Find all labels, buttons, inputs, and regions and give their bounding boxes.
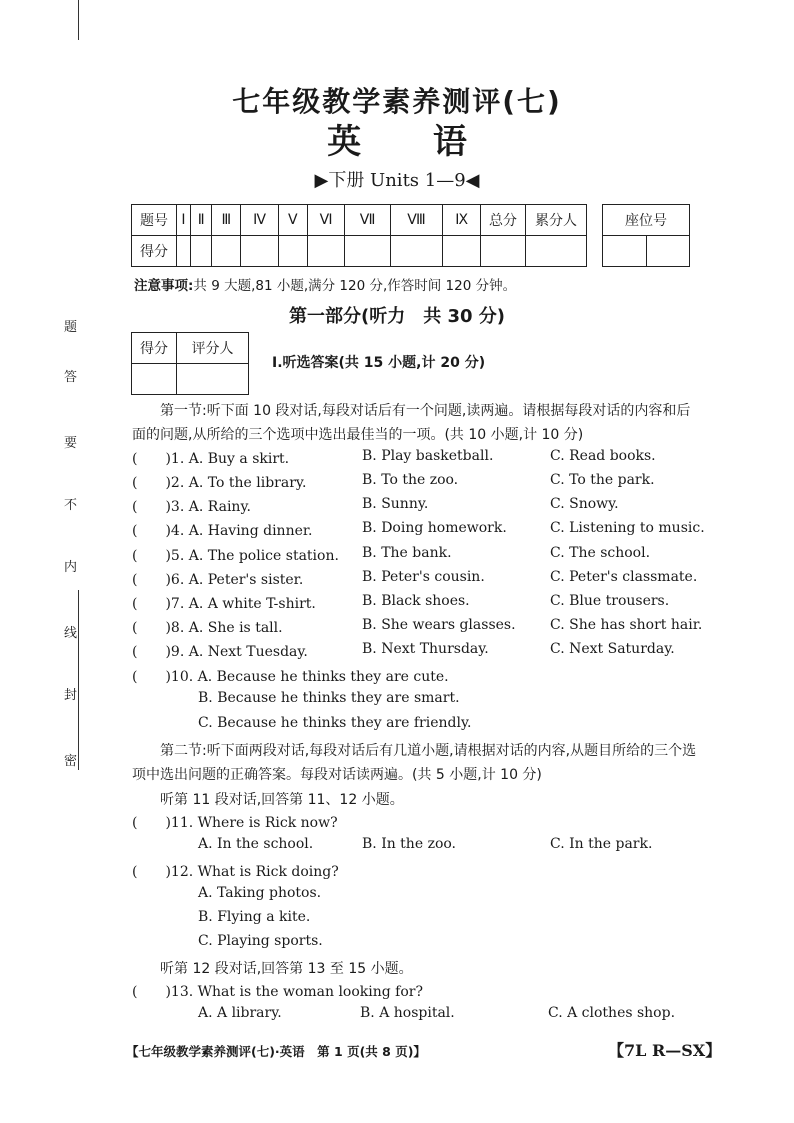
margin-char: 封: [64, 688, 78, 703]
question-row: [132, 812, 712, 836]
option-b: B. Doing homework.: [362, 520, 507, 536]
seat-cell[interactable]: [646, 236, 690, 267]
question-row: [132, 641, 712, 665]
score-cell[interactable]: [212, 236, 241, 267]
grader-name-cell[interactable]: [177, 364, 249, 395]
grader-name-label: 评分人: [177, 333, 249, 364]
option-a: ( )4. A. Having dinner.: [132, 523, 313, 539]
option-a: ( )9. A. Next Tuesday.: [132, 644, 308, 660]
score-cell[interactable]: [481, 236, 526, 267]
notice-label: 注意事项:: [134, 278, 194, 294]
option-a: ( )6. A. Peter's sister.: [132, 572, 304, 588]
question-row: [132, 545, 712, 569]
option-c: C. Next Saturday.: [550, 641, 675, 657]
option-c: C. To the park.: [550, 472, 655, 488]
page-footer: 【七年级教学素养测评(七)·英语 第 1 页(共 8 页)】: [126, 1044, 426, 1059]
question-row: [132, 981, 712, 1005]
option-c: C. Playing sports.: [198, 933, 323, 949]
score-header-cell: Ⅳ: [241, 205, 279, 236]
option-b: B. Next Thursday.: [362, 641, 489, 657]
question-row: [132, 715, 712, 739]
seat-table: [602, 204, 690, 267]
option-a: ( )2. A. To the library.: [132, 475, 307, 491]
option-b: B. Sunny.: [362, 496, 429, 512]
notice: [134, 274, 516, 294]
question-stem: ( )13. What is the woman looking for?: [132, 984, 423, 1000]
option-b: B. Play basketball.: [362, 448, 494, 464]
dialog11-intro: 听第 11 段对话,回答第 11、12 小题。: [160, 792, 404, 808]
question-row: [132, 569, 712, 593]
option-a: ( )10. A. Because he thinks they are cute.: [132, 669, 449, 685]
option-a: ( )1. A. Buy a skirt.: [132, 451, 290, 467]
section2-intro: 第二节:听下面两段对话,每段对话后有几道小题,请根据对话的内容,从题目所给的三个选项中选出问题的正确答案。每段对话读两遍。(共 5 小题,计 10 分): [132, 743, 697, 783]
margin-char: 不: [64, 498, 78, 513]
option-b: B. To the zoo.: [362, 472, 459, 488]
part-title: 第一部分(听力 共 30 分): [288, 306, 506, 327]
option-c: C. Snowy.: [550, 496, 619, 512]
score-cell[interactable]: [307, 236, 345, 267]
question-row: [132, 909, 712, 933]
option-a: ( )8. A. She is tall.: [132, 620, 283, 636]
option-c: C. Blue trousers.: [550, 593, 670, 609]
question-row: [132, 448, 712, 472]
option-a: ( )5. A. The police station.: [132, 548, 339, 564]
score-header-cell: Ⅸ: [443, 205, 481, 236]
question-row: [132, 836, 712, 860]
score-header-cell: Ⅱ: [190, 205, 211, 236]
dialog12-intro: 听第 12 段对话,回答第 13 至 15 小题。: [160, 961, 413, 977]
margin-char: 答: [64, 370, 78, 385]
score-cell[interactable]: [241, 236, 279, 267]
question-stem: ( )12. What is Rick doing?: [132, 864, 339, 880]
binding-line-top: [78, 0, 79, 40]
score-header-cell: Ⅵ: [307, 205, 345, 236]
option-b: B. She wears glasses.: [362, 617, 516, 633]
score-cell[interactable]: [390, 236, 443, 267]
score-cell[interactable]: [190, 236, 211, 267]
option-b: B. The bank.: [362, 545, 452, 561]
question-row: [132, 617, 712, 641]
option-b: B. A hospital.: [360, 1005, 455, 1021]
option-c: C. In the park.: [550, 836, 653, 852]
grader-table: [131, 332, 249, 395]
option-c: C. A clothes shop.: [548, 1005, 676, 1021]
option-a: ( )3. A. Rainy.: [132, 499, 251, 515]
score-header-cell: 累分人: [526, 205, 587, 236]
option-b: B. Flying a kite.: [198, 909, 311, 925]
paper-code: 【7L R—SX】: [608, 1041, 722, 1060]
score-header-cell: 总分: [481, 205, 526, 236]
option-c: C. She has short hair.: [550, 617, 703, 633]
option-c: C. Read books.: [550, 448, 656, 464]
question-stem: ( )11. Where is Rick now?: [132, 815, 338, 831]
score-cell[interactable]: [443, 236, 481, 267]
option-a: A. Taking photos.: [198, 885, 322, 901]
score-header-cell: Ⅷ: [390, 205, 443, 236]
option-a: A. A library.: [198, 1005, 282, 1021]
score-cell[interactable]: [345, 236, 390, 267]
option-b: B. Black shoes.: [362, 593, 470, 609]
score-header-cell: 题号: [132, 205, 177, 236]
question-row: [132, 861, 712, 885]
question-row: [132, 496, 712, 520]
score-header-cell: Ⅰ: [177, 205, 191, 236]
exam-title: 七年级教学素养测评(七): [232, 85, 562, 118]
option-a: A. In the school.: [198, 836, 314, 852]
score-row-label: 得分: [132, 236, 177, 267]
margin-char: 要: [64, 436, 78, 451]
margin-char: 密: [64, 754, 78, 769]
question-row: [132, 885, 712, 909]
seat-cell[interactable]: [603, 236, 647, 267]
score-header-cell: Ⅶ: [345, 205, 390, 236]
score-cell[interactable]: [177, 236, 191, 267]
score-cell[interactable]: [526, 236, 587, 267]
question-row: [132, 690, 712, 714]
grader-score-label: 得分: [132, 333, 177, 364]
score-table: [131, 204, 587, 267]
margin-char: 线: [64, 626, 78, 641]
option-a: ( )7. A. A white T-shirt.: [132, 596, 316, 612]
subject-title: 英 语: [327, 122, 467, 162]
option-c: C. Because he thinks they are friendly.: [198, 715, 472, 731]
question-row: [132, 593, 712, 617]
seat-label: 座位号: [603, 205, 690, 236]
question-row: [132, 933, 712, 957]
notice-text: 共 9 大题,81 小题,满分 120 分,作答时间 120 分钟。: [193, 278, 517, 294]
score-header-cell: Ⅴ: [278, 205, 307, 236]
section1-intro: 第一节:听下面 10 段对话,每段对话后有一个问题,读两遍。请根据每段对话的内容和后面的问题,从所给的三个选项中选出最佳当的一项。(共 10 小题,计 10 分): [132, 403, 691, 443]
grader-score-cell[interactable]: [132, 364, 177, 395]
scope-subtitle: ▶下册 Units 1—9◀: [314, 170, 480, 191]
option-b: B. In the zoo.: [362, 836, 457, 852]
option-c: C. The school.: [550, 545, 651, 561]
binding-line: [78, 590, 79, 770]
margin-char: 题: [64, 320, 78, 335]
option-c: C. Listening to music.: [550, 520, 705, 536]
question-row: [132, 1005, 712, 1029]
option-b: B. Peter's cousin.: [362, 569, 485, 585]
question-row: [132, 472, 712, 496]
section1-title: Ⅰ.听选答案(共 15 小题,计 20 分): [272, 355, 486, 371]
margin-char: 内: [64, 560, 78, 575]
question-row: [132, 520, 712, 544]
question-row: [132, 666, 712, 690]
option-c: C. Peter's classmate.: [550, 569, 698, 585]
score-header-cell: Ⅲ: [212, 205, 241, 236]
score-cell[interactable]: [278, 236, 307, 267]
option-b: B. Because he thinks they are smart.: [198, 690, 460, 706]
